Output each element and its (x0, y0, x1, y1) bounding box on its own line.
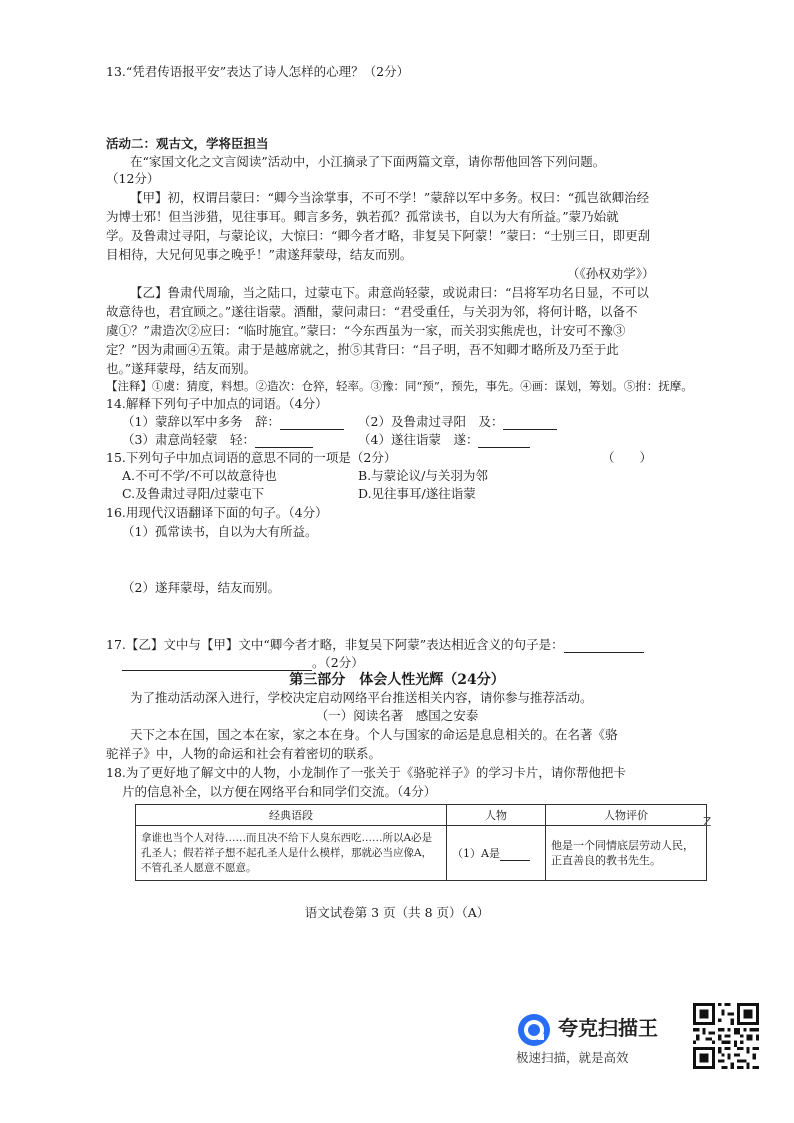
passage-a-line: 目相待，大兄何见事之晚乎！”肃遂拜蒙母，结友而别。 (106, 247, 413, 262)
q15-option-b: B.与蒙论议/与关羽为邻 (358, 468, 488, 483)
margin-mark: Z (703, 815, 712, 829)
question-17-cont: 。（2分） (122, 655, 364, 671)
scanner-brand-name: 夸克扫描王 (558, 1016, 658, 1040)
question-18-cont: 片的信息补全，以方便在网络平台和同学们交流。（4分） (122, 784, 437, 799)
character-cell[interactable]: （1）A是 (447, 826, 546, 881)
section-1-title: （一）阅读名著 感国之安泰 (315, 708, 479, 723)
passage-b-line: 也。”遂拜蒙母，结友而别。 (106, 361, 257, 376)
passage-b-line: 虞①？”肃造次②应曰：“临时施宜。”蒙曰：“今东西虽为一家，而关羽实熊虎也，计安可不豫③ (106, 323, 626, 338)
excerpt-cell: 拿谁也当个人对待……而且决不给下人臭东西吃……所以A必是孔圣人；假若祥子想不起孔圣人是什么模样，那就必当应像A，不管孔圣人愿意不愿意。 (136, 826, 447, 881)
activity-2-title: 活动二：观古文，学将臣担当 (106, 136, 269, 151)
answer-bracket: （ ） (602, 450, 653, 465)
passage-b-line: 故意待也，君宜顾之。”遂往诣蒙。酒酣，蒙问肃曰：“君受重任，与关羽为邻，将何计略，以备不 (106, 304, 638, 319)
question-17: 17.【乙】文中与【甲】文中“卿今者才略，非复吴下阿蒙”表达相近含义的句子是： (106, 637, 644, 653)
question-13: 13.“凭君传语报平安”表达了诗人怎样的心理？（2分） (106, 64, 410, 79)
col-header-evaluation: 人物评价 (546, 805, 707, 826)
question-15: 15.下列句子中加点词语的意思不同的一项是（2分） (106, 450, 397, 465)
question-14: 14.解释下列句子中加点的词语。（4分） (106, 396, 328, 411)
section-1-text-1: 天下之本在国，国之本在家，家之本在身。个人与国家的命运是息息相关的。在名著《骆 (130, 727, 618, 742)
part-3-title: 第三部分 体会人性光辉（24分） (289, 672, 505, 688)
study-card-table (135, 804, 707, 881)
q15-option-d: D.见往事耳/遂往诣蒙 (358, 486, 476, 501)
q14-item-1: （1）蒙辞以军中多务 辞： (122, 414, 344, 430)
q14-item-4: （4）遂往诣蒙 遂： (358, 432, 530, 448)
passage-b-line: 定？”因为肃画④五策。肃于是越席就之，拊⑤其背曰：“吕子明，吾不知卿才略所及乃至于此 (106, 342, 619, 357)
q16-item-2: （2）遂拜蒙母，结友而别。 (122, 580, 280, 595)
passage-a-line: 【甲】初，权谓吕蒙曰：“卿今当涂掌事，不可不学！”蒙辞以军中多务。权曰：“孤岂欲卿治经 (130, 190, 650, 205)
section-1-text-2: 驼祥子》中，人物的命运和社会有着密切的联系。 (106, 746, 382, 761)
part-3-intro: 为了推动活动深入进行，学校决定启动网络平台推送相关内容，请你参与推荐活动。 (130, 690, 593, 705)
scanner-watermark (516, 1008, 686, 1072)
col-header-character: 人物 (447, 805, 546, 826)
col-header-excerpt: 经典语段 (136, 805, 447, 826)
q14-item-2: （2）及鲁肃过寻阳 及： (358, 414, 557, 430)
activity-2-intro-2: （12分） (106, 171, 160, 186)
q15-option-c: C.及鲁肃过寻阳/过蒙屯下 (122, 486, 265, 501)
passage-b-line: 【乙】鲁肃代周瑜，当之陆口，过蒙屯下。肃意尚轻蒙，或说肃曰：“吕将军功名日显，不可以 (130, 285, 649, 300)
qr-code-icon (693, 1003, 759, 1069)
q15-option-a: A.不可不学/不可以故意待也 (122, 468, 277, 483)
annotation: 【注释】①虞：猜度，料想。②造次：仓猝，轻率。③豫：同“预”，预先，事先。④画：谋划，筹划。⑤拊：抚摩。 (106, 379, 693, 393)
question-16: 16.用现代汉语翻译下面的句子。（4分） (106, 505, 328, 520)
activity-2-intro-1: 在“家国文化之文言阅读”活动中，小江摘录了下面两篇文章，请你帮他回答下列问题。 (130, 154, 606, 169)
page-footer: 语文试卷第 3 页（共 8 页）（A） (304, 905, 490, 920)
scanner-logo-icon (516, 1012, 552, 1048)
evaluation-cell: 他是一个同情底层劳动人民，正直善良的教书先生。 (546, 826, 707, 881)
table-row (136, 826, 707, 881)
passage-a-source: （《孙权劝学》） (567, 266, 655, 281)
scanner-slogan: 极速扫描，就是高效 (516, 1050, 629, 1065)
passage-a-line: 为博士邪！但当涉猎，见往事耳。卿言多务，孰若孤？孤常读书，自以为大有所益。”蒙乃始就 (106, 209, 619, 224)
passage-a-line: 学。及鲁肃过寻阳，与蒙论议，大惊曰：“卿今者才略，非复吴下阿蒙！”蒙曰：“士别三日，即更刮 (106, 228, 651, 243)
q14-item-3: （3）肃意尚轻蒙 轻： (122, 432, 313, 448)
q16-item-1: （1）孤常读书，自以为大有所益。 (122, 524, 318, 539)
question-18: 18.为了更好地了解文中的人物，小龙制作了一张关于《骆驼祥子》的学习卡片，请你帮他把卡 (106, 765, 626, 780)
